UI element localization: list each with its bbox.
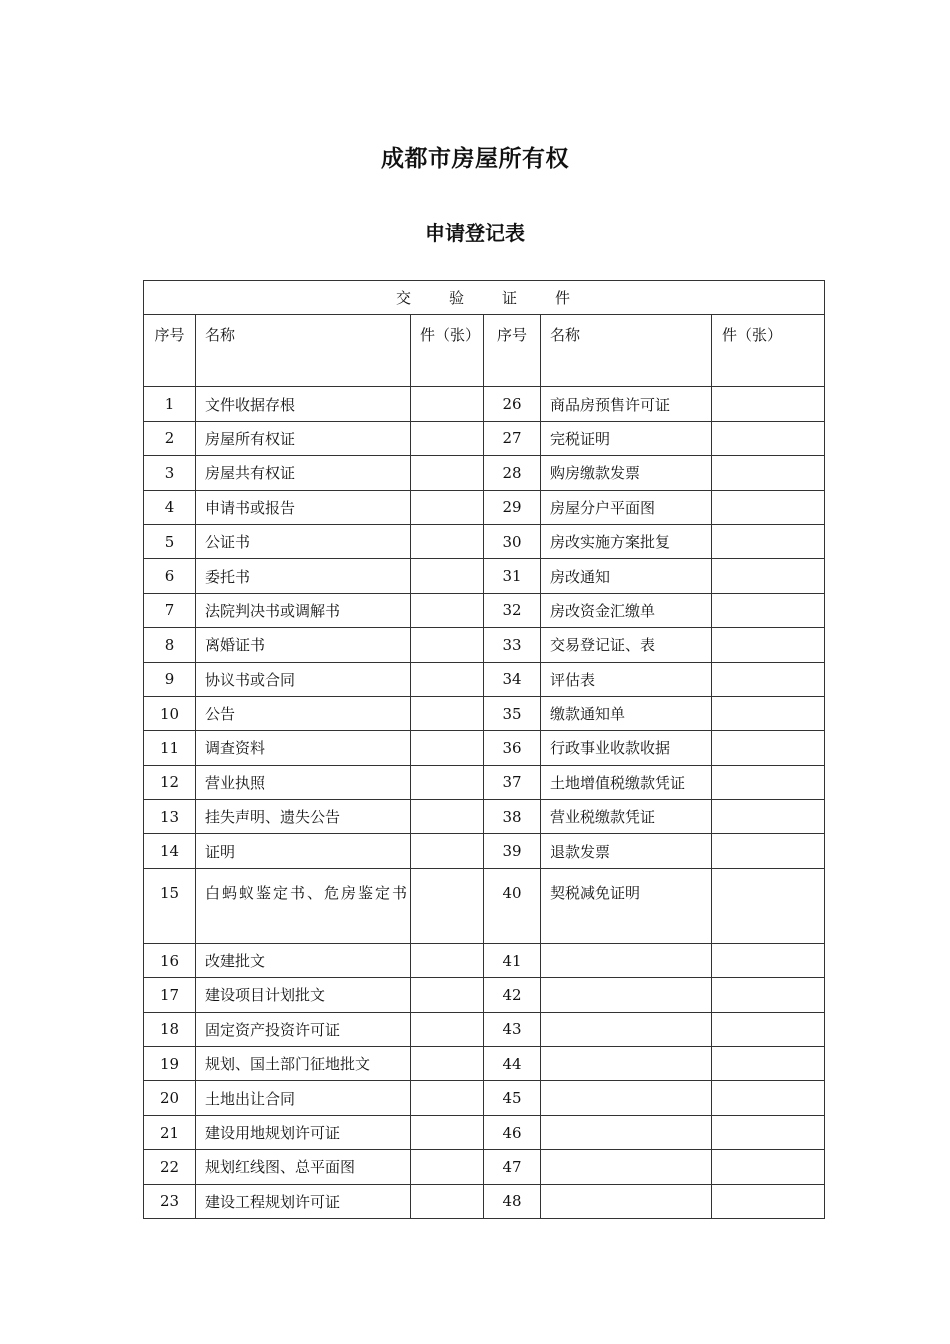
row-count-input[interactable] [411, 1184, 484, 1218]
row-seq: 10 [144, 696, 196, 730]
row-name-2: 房屋分户平面图 [541, 490, 712, 524]
row-name: 房屋共有权证 [196, 456, 411, 490]
row-seq-2: 47 [484, 1150, 541, 1184]
row-seq-2: 41 [484, 943, 541, 977]
section-header-char: 证 [502, 289, 520, 308]
row-count-input-2[interactable] [712, 1115, 825, 1149]
row-count-input[interactable] [411, 559, 484, 593]
col-header-seq-2: 序号 [484, 315, 541, 387]
row-name-2: 土地增值税缴款凭证 [541, 765, 712, 799]
row-count-input[interactable] [411, 696, 484, 730]
row-name: 土地出让合同 [196, 1081, 411, 1115]
row-name-2: 行政事业收款收据 [541, 731, 712, 765]
row-seq: 19 [144, 1047, 196, 1081]
row-name: 营业执照 [196, 765, 411, 799]
row-count-input[interactable] [411, 731, 484, 765]
row-name-2: 房改资金汇缴单 [541, 593, 712, 627]
table-row [144, 868, 825, 943]
row-seq-2: 28 [484, 456, 541, 490]
table-row [144, 593, 825, 627]
row-name: 委托书 [196, 559, 411, 593]
row-seq-2: 33 [484, 628, 541, 662]
row-name: 白蚂蚁鉴定书、危房鉴定书 [196, 868, 411, 943]
row-seq: 7 [144, 593, 196, 627]
row-name: 协议书或合同 [196, 662, 411, 696]
row-count-input-2[interactable] [712, 731, 825, 765]
row-count-input-2[interactable] [712, 1184, 825, 1218]
row-name-2: 购房缴款发票 [541, 456, 712, 490]
row-count-input[interactable] [411, 1081, 484, 1115]
row-count-input[interactable] [411, 387, 484, 421]
row-count-input-2[interactable] [712, 662, 825, 696]
row-name-2: 完税证明 [541, 421, 712, 455]
row-count-input-2[interactable] [712, 868, 825, 943]
row-seq-2: 42 [484, 978, 541, 1012]
col-header-name: 名称 [196, 315, 411, 387]
row-name-2: 房改实施方案批复 [541, 524, 712, 558]
row-name: 建设工程规划许可证 [196, 1184, 411, 1218]
row-count-input-2[interactable] [712, 628, 825, 662]
table-row [144, 559, 825, 593]
section-header-char: 件 [555, 289, 573, 308]
row-seq: 6 [144, 559, 196, 593]
table-row [144, 490, 825, 524]
row-seq-2: 27 [484, 421, 541, 455]
row-seq: 8 [144, 628, 196, 662]
row-name: 房屋所有权证 [196, 421, 411, 455]
row-count-input[interactable] [411, 421, 484, 455]
row-seq-2: 32 [484, 593, 541, 627]
table-row [144, 834, 825, 868]
row-count-input-2[interactable] [712, 524, 825, 558]
row-count-input-2[interactable] [712, 834, 825, 868]
row-seq: 23 [144, 1184, 196, 1218]
row-name-2: 缴款通知单 [541, 696, 712, 730]
row-name: 建设项目计划批文 [196, 978, 411, 1012]
section-header-char: 交 [396, 289, 414, 308]
row-name-2: 交易登记证、表 [541, 628, 712, 662]
row-name-2 [541, 1081, 712, 1115]
row-seq: 4 [144, 490, 196, 524]
row-count-input[interactable] [411, 868, 484, 943]
row-name-2: 契税减免证明 [541, 868, 712, 943]
row-seq: 20 [144, 1081, 196, 1115]
column-header-row [144, 315, 825, 387]
row-count-input-2[interactable] [712, 943, 825, 977]
row-count-input-2[interactable] [712, 387, 825, 421]
row-name-2: 房改通知 [541, 559, 712, 593]
row-seq-2: 31 [484, 559, 541, 593]
row-seq: 15 [144, 868, 196, 943]
row-count-input-2[interactable] [712, 1081, 825, 1115]
table-row [144, 524, 825, 558]
table-row [144, 943, 825, 977]
row-seq: 18 [144, 1012, 196, 1046]
row-name: 规划红线图、总平面图 [196, 1150, 411, 1184]
table-row [144, 1047, 825, 1081]
row-name-2 [541, 1115, 712, 1149]
table-row [144, 1115, 825, 1149]
row-count-input-2[interactable] [712, 456, 825, 490]
row-seq-2: 43 [484, 1012, 541, 1046]
table-row [144, 978, 825, 1012]
col-header-count-2: 件（张） [712, 315, 825, 387]
row-seq-2: 26 [484, 387, 541, 421]
row-name: 离婚证书 [196, 628, 411, 662]
row-count-input-2[interactable] [712, 696, 825, 730]
row-seq: 13 [144, 800, 196, 834]
row-seq: 22 [144, 1150, 196, 1184]
row-count-input-2[interactable] [712, 765, 825, 799]
table-row [144, 696, 825, 730]
row-seq: 5 [144, 524, 196, 558]
row-name-2 [541, 1150, 712, 1184]
row-name: 规划、国土部门征地批文 [196, 1047, 411, 1081]
row-count-input-2[interactable] [712, 1012, 825, 1046]
table-row [144, 1012, 825, 1046]
row-name: 调查资料 [196, 731, 411, 765]
table-row [144, 662, 825, 696]
row-name-2 [541, 1012, 712, 1046]
row-seq: 21 [144, 1115, 196, 1149]
row-seq-2: 29 [484, 490, 541, 524]
table-row [144, 421, 825, 455]
row-count-input[interactable] [411, 943, 484, 977]
row-seq: 3 [144, 456, 196, 490]
row-seq: 9 [144, 662, 196, 696]
table-row [144, 800, 825, 834]
row-seq: 2 [144, 421, 196, 455]
row-count-input[interactable] [411, 490, 484, 524]
row-seq-2: 37 [484, 765, 541, 799]
row-count-input-2[interactable] [712, 593, 825, 627]
row-count-input[interactable] [411, 1047, 484, 1081]
row-name-2 [541, 978, 712, 1012]
row-name: 申请书或报告 [196, 490, 411, 524]
row-count-input-2[interactable] [712, 800, 825, 834]
row-count-input[interactable] [411, 662, 484, 696]
row-seq-2: 46 [484, 1115, 541, 1149]
row-count-input[interactable] [411, 628, 484, 662]
row-count-input[interactable] [411, 765, 484, 799]
col-header-seq: 序号 [144, 315, 196, 387]
col-header-count: 件（张） [411, 315, 484, 387]
row-seq-2: 38 [484, 800, 541, 834]
section-header-char: 验 [449, 289, 467, 308]
row-count-input[interactable] [411, 834, 484, 868]
table-row [144, 1081, 825, 1115]
row-count-input-2[interactable] [712, 1047, 825, 1081]
document-title: 成都市房屋所有权 [381, 146, 569, 172]
table-row [144, 387, 825, 421]
row-name-2: 商品房预售许可证 [541, 387, 712, 421]
table-row [144, 628, 825, 662]
table-row [144, 456, 825, 490]
row-seq-2: 35 [484, 696, 541, 730]
row-count-input[interactable] [411, 800, 484, 834]
table-row [144, 765, 825, 799]
table-row [144, 731, 825, 765]
row-name-2 [541, 943, 712, 977]
row-name: 固定资产投资许可证 [196, 1012, 411, 1046]
col-header-name-2: 名称 [541, 315, 712, 387]
row-count-input-2[interactable] [712, 1150, 825, 1184]
row-seq-2: 40 [484, 868, 541, 943]
row-seq: 1 [144, 387, 196, 421]
row-name: 文件收据存根 [196, 387, 411, 421]
row-count-input-2[interactable] [712, 490, 825, 524]
row-seq-2: 34 [484, 662, 541, 696]
table-row [144, 1184, 825, 1218]
row-name-2 [541, 1047, 712, 1081]
row-count-input[interactable] [411, 456, 484, 490]
row-name: 法院判决书或调解书 [196, 593, 411, 627]
row-count-input[interactable] [411, 1012, 484, 1046]
row-seq: 11 [144, 731, 196, 765]
row-seq-2: 45 [484, 1081, 541, 1115]
row-count-input[interactable] [411, 978, 484, 1012]
row-seq: 17 [144, 978, 196, 1012]
row-seq: 16 [144, 943, 196, 977]
row-name: 公告 [196, 696, 411, 730]
row-count-input[interactable] [411, 1115, 484, 1149]
row-seq: 14 [144, 834, 196, 868]
row-name-2 [541, 1184, 712, 1218]
section-header-row [144, 281, 825, 315]
row-seq-2: 44 [484, 1047, 541, 1081]
certificate-table [143, 280, 825, 1219]
row-seq-2: 30 [484, 524, 541, 558]
row-seq-2: 48 [484, 1184, 541, 1218]
row-count-input[interactable] [411, 593, 484, 627]
row-name-2: 退款发票 [541, 834, 712, 868]
row-count-input-2[interactable] [712, 978, 825, 1012]
row-name: 证明 [196, 834, 411, 868]
row-seq: 12 [144, 765, 196, 799]
row-name-2: 评估表 [541, 662, 712, 696]
row-seq-2: 36 [484, 731, 541, 765]
row-name-2: 营业税缴款凭证 [541, 800, 712, 834]
table-row [144, 1150, 825, 1184]
row-count-input-2[interactable] [712, 559, 825, 593]
document-subtitle: 申请登记表 [425, 221, 525, 245]
row-name: 改建批文 [196, 943, 411, 977]
row-name: 挂失声明、遗失公告 [196, 800, 411, 834]
row-count-input[interactable] [411, 524, 484, 558]
row-count-input[interactable] [411, 1150, 484, 1184]
row-seq-2: 39 [484, 834, 541, 868]
section-header [144, 281, 825, 315]
row-count-input-2[interactable] [712, 421, 825, 455]
row-name: 公证书 [196, 524, 411, 558]
row-name: 建设用地规划许可证 [196, 1115, 411, 1149]
